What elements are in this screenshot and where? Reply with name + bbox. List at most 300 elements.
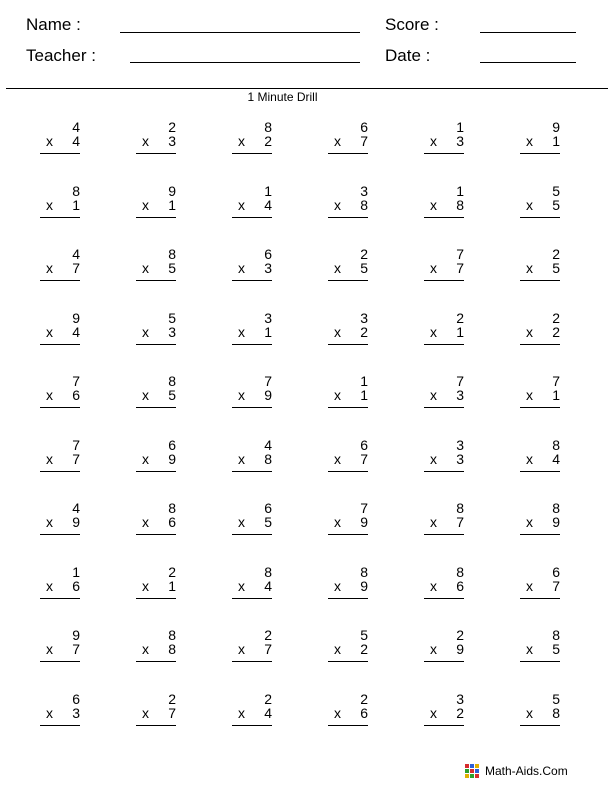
times-sign: x [142, 577, 149, 594]
answer-line[interactable] [136, 153, 176, 154]
multiplication-problem [520, 247, 560, 295]
multiplier: 7 [72, 450, 80, 467]
times-sign: x [46, 260, 53, 276]
name-field-line[interactable] [120, 32, 360, 33]
multiplication-problem [520, 565, 560, 613]
multiplicand: 7 [360, 500, 368, 516]
multiplicand: 2 [264, 690, 272, 707]
times-sign: x [430, 133, 437, 149]
logo-square [475, 764, 479, 768]
multiplier: 6 [456, 577, 464, 594]
answer-line[interactable] [424, 471, 464, 472]
multiplication-problem [520, 501, 560, 549]
multiplicand: 8 [168, 627, 176, 643]
multiplication-problem [232, 438, 272, 486]
times-sign: x [334, 514, 341, 530]
multiplicand: 8 [168, 373, 176, 389]
multiplier: 3 [72, 704, 80, 721]
multiplier: 8 [264, 450, 272, 467]
multiplier: 9 [168, 450, 176, 467]
multiplicand: 4 [72, 246, 80, 262]
logo-square [465, 769, 469, 773]
multiplier: 5 [264, 514, 272, 530]
multiplication-problem [136, 120, 176, 168]
answer-line[interactable] [136, 661, 176, 662]
multiplication-problem [232, 692, 272, 740]
times-sign: x [526, 387, 533, 403]
times-sign: x [46, 323, 53, 340]
answer-line[interactable] [328, 661, 368, 662]
multiplier: 3 [264, 260, 272, 276]
multiplier: 1 [360, 387, 368, 403]
multiplication-problem [328, 565, 368, 613]
multiplicand: 6 [360, 436, 368, 453]
multiplicand: 2 [168, 119, 176, 135]
times-sign: x [238, 196, 245, 213]
multiplicand: 2 [360, 690, 368, 707]
answer-line[interactable] [232, 280, 272, 281]
multiplier: 8 [552, 704, 560, 721]
answer-line[interactable] [136, 534, 176, 535]
answer-line[interactable] [520, 217, 560, 218]
multiplier: 7 [72, 260, 80, 276]
answer-line[interactable] [328, 217, 368, 218]
multiplier: 2 [264, 133, 272, 149]
multiplication-problem [424, 374, 464, 422]
multiplier: 6 [360, 704, 368, 721]
times-sign: x [238, 577, 245, 594]
multiplication-problem [424, 247, 464, 295]
multiplicand: 2 [264, 627, 272, 643]
times-sign: x [334, 704, 341, 721]
multiplier: 3 [456, 387, 464, 403]
multiplication-problem [424, 311, 464, 359]
date-field-line[interactable] [480, 62, 576, 63]
multiplicand: 6 [72, 690, 80, 707]
multiplier: 1 [168, 196, 176, 213]
multiplier: 9 [264, 387, 272, 403]
multiplier: 1 [264, 323, 272, 340]
multiplier: 2 [360, 641, 368, 657]
multiplication-problem [232, 628, 272, 676]
times-sign: x [526, 704, 533, 721]
multiplicand: 3 [264, 309, 272, 326]
answer-line[interactable] [136, 217, 176, 218]
multiplicand: 2 [168, 690, 176, 707]
answer-line[interactable] [520, 534, 560, 535]
answer-line[interactable] [136, 598, 176, 599]
answer-line[interactable] [136, 280, 176, 281]
multiplicand: 7 [552, 373, 560, 389]
times-sign: x [142, 450, 149, 467]
multiplicand: 2 [552, 309, 560, 326]
multiplicand: 4 [264, 436, 272, 453]
multiplicand: 5 [552, 182, 560, 199]
multiplier: 1 [552, 133, 560, 149]
answer-line[interactable] [328, 280, 368, 281]
times-sign: x [142, 514, 149, 530]
multiplicand: 8 [552, 500, 560, 516]
multiplicand: 3 [456, 690, 464, 707]
multiplier: 5 [360, 260, 368, 276]
multiplication-problem [40, 120, 80, 168]
multiplier: 9 [552, 514, 560, 530]
multiplier: 6 [168, 514, 176, 530]
answer-line[interactable] [520, 407, 560, 408]
times-sign: x [142, 641, 149, 657]
logo-square [465, 764, 469, 768]
multiplication-problem [424, 565, 464, 613]
multiplicand: 2 [168, 563, 176, 580]
multiplicand: 8 [264, 119, 272, 135]
multiplication-problem [520, 120, 560, 168]
multiplication-problem [40, 501, 80, 549]
multiplier: 4 [552, 450, 560, 467]
multiplication-problem [40, 374, 80, 422]
multiplicand: 4 [72, 500, 80, 516]
multiplier: 7 [360, 133, 368, 149]
times-sign: x [46, 387, 53, 403]
multiplier: 5 [168, 387, 176, 403]
times-sign: x [526, 323, 533, 340]
times-sign: x [334, 323, 341, 340]
answer-line[interactable] [424, 725, 464, 726]
times-sign: x [526, 514, 533, 530]
answer-line[interactable] [520, 153, 560, 154]
logo-square [465, 774, 469, 778]
times-sign: x [526, 641, 533, 657]
multiplier: 4 [264, 577, 272, 594]
times-sign: x [238, 450, 245, 467]
score-label: Score : [385, 15, 439, 34]
times-sign: x [526, 260, 533, 276]
math-aids-logo-icon [465, 764, 481, 778]
answer-line[interactable] [424, 534, 464, 535]
multiplier: 3 [456, 133, 464, 149]
answer-line[interactable] [328, 153, 368, 154]
times-sign: x [142, 704, 149, 721]
answer-line[interactable] [40, 471, 80, 472]
multiplication-problem [424, 501, 464, 549]
multiplier: 2 [552, 323, 560, 340]
answer-line[interactable] [520, 661, 560, 662]
teacher-field-line[interactable] [130, 62, 360, 63]
multiplication-problem [520, 311, 560, 359]
multiplier: 1 [456, 323, 464, 340]
multiplicand: 8 [72, 182, 80, 199]
multiplication-problem [424, 120, 464, 168]
multiplicand: 2 [456, 627, 464, 643]
multiplication-problem [232, 247, 272, 295]
multiplier: 6 [72, 387, 80, 403]
times-sign: x [46, 133, 53, 149]
answer-line[interactable] [232, 153, 272, 154]
answer-line[interactable] [232, 534, 272, 535]
multiplication-problem [520, 692, 560, 740]
multiplier: 7 [456, 514, 464, 530]
answer-line[interactable] [40, 344, 80, 345]
times-sign: x [430, 450, 437, 467]
multiplier: 1 [552, 387, 560, 403]
multiplication-problem [232, 565, 272, 613]
multiplier: 7 [72, 641, 80, 657]
multiplication-problem [40, 247, 80, 295]
multiplier: 8 [360, 196, 368, 213]
multiplier: 8 [168, 641, 176, 657]
multiplication-problem [232, 311, 272, 359]
multiplicand: 8 [168, 246, 176, 262]
multiplicand: 7 [456, 246, 464, 262]
logo-square [470, 774, 474, 778]
multiplier: 3 [168, 323, 176, 340]
multiplier: 5 [168, 260, 176, 276]
multiplicand: 5 [168, 309, 176, 326]
answer-line[interactable] [136, 344, 176, 345]
multiplication-problem [328, 692, 368, 740]
times-sign: x [334, 260, 341, 276]
multiplication-problem [40, 438, 80, 486]
multiplicand: 9 [168, 182, 176, 199]
times-sign: x [238, 514, 245, 530]
answer-line[interactable] [40, 153, 80, 154]
multiplication-problem [136, 438, 176, 486]
multiplication-problem [328, 120, 368, 168]
multiplicand: 2 [456, 309, 464, 326]
times-sign: x [142, 196, 149, 213]
times-sign: x [238, 387, 245, 403]
multiplicand: 8 [552, 627, 560, 643]
answer-line[interactable] [520, 280, 560, 281]
multiplication-problem [424, 438, 464, 486]
multiplicand: 8 [552, 436, 560, 453]
answer-line[interactable] [40, 534, 80, 535]
logo-square [475, 769, 479, 773]
multiplier: 2 [360, 323, 368, 340]
answer-line[interactable] [520, 344, 560, 345]
answer-line[interactable] [40, 598, 80, 599]
multiplicand: 9 [72, 309, 80, 326]
answer-line[interactable] [232, 344, 272, 345]
times-sign: x [526, 133, 533, 149]
answer-line[interactable] [328, 534, 368, 535]
multiplier: 7 [456, 260, 464, 276]
multiplier: 4 [72, 133, 80, 149]
header-divider [6, 88, 608, 89]
multiplicand: 6 [168, 436, 176, 453]
times-sign: x [46, 577, 53, 594]
multiplier: 9 [360, 514, 368, 530]
times-sign: x [238, 641, 245, 657]
multiplication-problem [424, 184, 464, 232]
answer-line[interactable] [40, 725, 80, 726]
answer-line[interactable] [424, 217, 464, 218]
multiplicand: 8 [456, 500, 464, 516]
answer-line[interactable] [232, 598, 272, 599]
multiplication-problem [520, 628, 560, 676]
times-sign: x [526, 196, 533, 213]
multiplicand: 6 [264, 500, 272, 516]
teacher-label: Teacher : [26, 46, 96, 65]
multiplicand: 7 [264, 373, 272, 389]
multiplication-problem [136, 501, 176, 549]
times-sign: x [430, 704, 437, 721]
logo-square [470, 764, 474, 768]
score-field-line[interactable] [480, 32, 576, 33]
name-label: Name : [26, 15, 81, 34]
multiplication-problem [232, 374, 272, 422]
answer-line[interactable] [136, 725, 176, 726]
times-sign: x [46, 450, 53, 467]
multiplication-problem [136, 374, 176, 422]
multiplier: 5 [552, 260, 560, 276]
multiplication-problem [328, 501, 368, 549]
times-sign: x [430, 641, 437, 657]
multiplicand: 6 [264, 246, 272, 262]
logo-square [470, 769, 474, 773]
times-sign: x [430, 387, 437, 403]
multiplicand: 8 [168, 500, 176, 516]
multiplier: 3 [456, 450, 464, 467]
multiplication-problem [328, 311, 368, 359]
answer-line[interactable] [520, 725, 560, 726]
multiplicand: 1 [264, 182, 272, 199]
multiplicand: 7 [72, 436, 80, 453]
times-sign: x [142, 133, 149, 149]
logo-square [475, 774, 479, 778]
answer-line[interactable] [232, 725, 272, 726]
answer-line[interactable] [232, 471, 272, 472]
answer-line[interactable] [328, 598, 368, 599]
multiplication-problem [520, 184, 560, 232]
multiplier: 6 [72, 577, 80, 594]
times-sign: x [526, 577, 533, 594]
drill-title: 1 Minute Drill [247, 90, 318, 104]
times-sign: x [334, 450, 341, 467]
multiplier: 4 [264, 196, 272, 213]
times-sign: x [142, 323, 149, 340]
multiplication-problem [136, 184, 176, 232]
answer-line[interactable] [40, 661, 80, 662]
multiplier: 3 [168, 133, 176, 149]
answer-line[interactable] [40, 280, 80, 281]
answer-line[interactable] [424, 598, 464, 599]
answer-line[interactable] [424, 344, 464, 345]
answer-line[interactable] [328, 725, 368, 726]
multiplicand: 1 [72, 563, 80, 580]
multiplier: 4 [72, 323, 80, 340]
multiplication-problem [328, 247, 368, 295]
multiplier: 7 [168, 704, 176, 721]
footer [465, 764, 568, 778]
answer-line[interactable] [424, 661, 464, 662]
multiplication-problem [232, 501, 272, 549]
multiplicand: 4 [72, 119, 80, 135]
multiplicand: 2 [552, 246, 560, 262]
multiplier: 9 [456, 641, 464, 657]
multiplicand: 7 [72, 373, 80, 389]
times-sign: x [430, 577, 437, 594]
times-sign: x [430, 514, 437, 530]
multiplication-problem [40, 565, 80, 613]
multiplier: 4 [264, 704, 272, 721]
answer-line[interactable] [232, 217, 272, 218]
times-sign: x [334, 577, 341, 594]
answer-line[interactable] [328, 344, 368, 345]
multiplication-problem [424, 628, 464, 676]
answer-line[interactable] [136, 471, 176, 472]
times-sign: x [334, 133, 341, 149]
times-sign: x [430, 196, 437, 213]
multiplier: 8 [456, 196, 464, 213]
multiplicand: 6 [360, 119, 368, 135]
times-sign: x [46, 704, 53, 721]
multiplier: 9 [72, 514, 80, 530]
multiplication-problem [520, 374, 560, 422]
footer-site: Math-Aids.Com [485, 764, 568, 778]
times-sign: x [334, 641, 341, 657]
answer-line[interactable] [40, 407, 80, 408]
times-sign: x [238, 260, 245, 276]
multiplication-problem [136, 628, 176, 676]
answer-line[interactable] [424, 407, 464, 408]
multiplicand: 1 [360, 373, 368, 389]
multiplicand: 8 [264, 563, 272, 580]
multiplier: 5 [552, 641, 560, 657]
answer-line[interactable] [328, 471, 368, 472]
multiplier: 2 [456, 704, 464, 721]
answer-line[interactable] [232, 407, 272, 408]
multiplicand: 6 [552, 563, 560, 580]
multiplication-problem [328, 438, 368, 486]
times-sign: x [142, 260, 149, 276]
answer-line[interactable] [232, 661, 272, 662]
multiplicand: 5 [552, 690, 560, 707]
times-sign: x [238, 704, 245, 721]
multiplication-problem [424, 692, 464, 740]
times-sign: x [142, 387, 149, 403]
times-sign: x [334, 196, 341, 213]
multiplicand: 8 [360, 563, 368, 580]
multiplication-problem [328, 184, 368, 232]
multiplication-problem [136, 311, 176, 359]
answer-line[interactable] [40, 217, 80, 218]
multiplicand: 1 [456, 119, 464, 135]
multiplicand: 9 [552, 119, 560, 135]
multiplier: 7 [264, 641, 272, 657]
multiplier: 5 [552, 196, 560, 213]
answer-line[interactable] [424, 280, 464, 281]
multiplication-problem [40, 311, 80, 359]
answer-line[interactable] [520, 471, 560, 472]
multiplicand: 1 [456, 182, 464, 199]
multiplicand: 9 [72, 627, 80, 643]
multiplicand: 7 [456, 373, 464, 389]
multiplication-problem [136, 565, 176, 613]
multiplication-problem [520, 438, 560, 486]
multiplication-problem [40, 628, 80, 676]
multiplication-problem [328, 374, 368, 422]
times-sign: x [46, 514, 53, 530]
multiplication-problem [40, 692, 80, 740]
answer-line[interactable] [136, 407, 176, 408]
multiplicand: 3 [456, 436, 464, 453]
answer-line[interactable] [328, 407, 368, 408]
multiplication-problem [40, 184, 80, 232]
answer-line[interactable] [520, 598, 560, 599]
answer-line[interactable] [424, 153, 464, 154]
multiplicand: 2 [360, 246, 368, 262]
multiplicand: 8 [456, 563, 464, 580]
